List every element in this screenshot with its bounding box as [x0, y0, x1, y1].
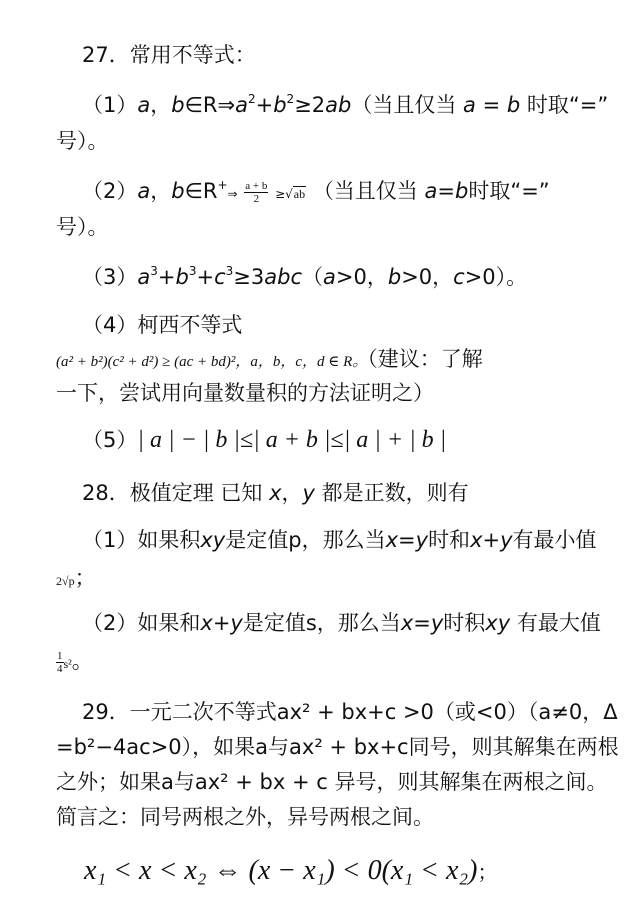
ineq1-line: （1）a，$b\in R\Rightarrow a^2+b^2\ge 2ab$（当且仅当 a = b 时取“=” [82, 92, 609, 117]
max-value: s² [63, 657, 72, 671]
extreme1-line: （1）如果积xy是定值p，那么当x=y时和x+y有最小值 [82, 528, 597, 552]
item29-line2: =b²−4ac>0），如果a与ax² + bx+c同号，则其解集在两根 [56, 735, 619, 759]
ineq2-line: （2）a，b∈R+⇒ $\frac{a + b}{2}$ ≥√ab （当且仅当 a=b时取“=” [82, 178, 550, 205]
item29-line1: 29．一元二次不等式ax² + bx+c >0（或<0）（a≠0，Δ [82, 700, 618, 724]
cauchy-line [56, 344, 483, 377]
item28-title: 28．极值定理 已知 x，y 都是正数，则有 [82, 481, 469, 505]
cauchy-note: （建议：了解 [367, 347, 483, 371]
interval-formula: x₁ < x < x₂ ⇔ (x − x₁) < 0(x₁ < x₂) [84, 855, 478, 886]
ineq2-continuation: 号）。 [56, 215, 109, 239]
fraction-one-quarter: $\frac{1}{4}$ [57, 649, 63, 675]
min-value: 2√p [56, 574, 75, 588]
item27-title: 27．常用不等式： [82, 43, 256, 67]
ineq5-line: （5）| a | − | b |≤| a + b |≤| a | + | b | [82, 427, 447, 453]
cauchy-continuation: 一下，尝试用向量数量积的方法证明之） [56, 381, 434, 405]
interval-formula-line: x₁ < x < x₂ ⇔ (x − x₁) < 0(x₁ < x₂)； [84, 855, 498, 886]
cauchy-label: （4）柯西不等式 [82, 313, 243, 337]
extreme2-line: （2）如果和x+y是定值s，那么当x=y时积xy 有最大值 [82, 611, 601, 635]
cauchy-formula: (a² + b²)(c² + d²) ≥ (ac + bd)²，a，b，c，d ∈ R。 [56, 354, 368, 370]
extreme2-value-line: $\frac{1}{4}$ s²。 [57, 649, 93, 675]
item29-line3: 之外；如果a与ax² + bx + c 异号，则其解集在两根之间。 [56, 770, 608, 794]
ineq1-continuation: 号）。 [56, 129, 109, 153]
fraction-a-plus-b-over-2: $\frac{a + b}{2}$ [245, 179, 268, 205]
abs-inequality-formula: | a | − | b |≤| a + b |≤| a | + | b | [137, 427, 447, 453]
sqrt-icon: √ [285, 187, 293, 201]
item29-line4: 简言之：同号两根之外，异号两根之间。 [56, 805, 434, 829]
ineq3-line: $(3)a^3+b^3+c^3\ge 3abc(a>0$，b>0，c>0）。 [82, 264, 528, 289]
extreme1-value-line: 2√p； [56, 566, 96, 590]
